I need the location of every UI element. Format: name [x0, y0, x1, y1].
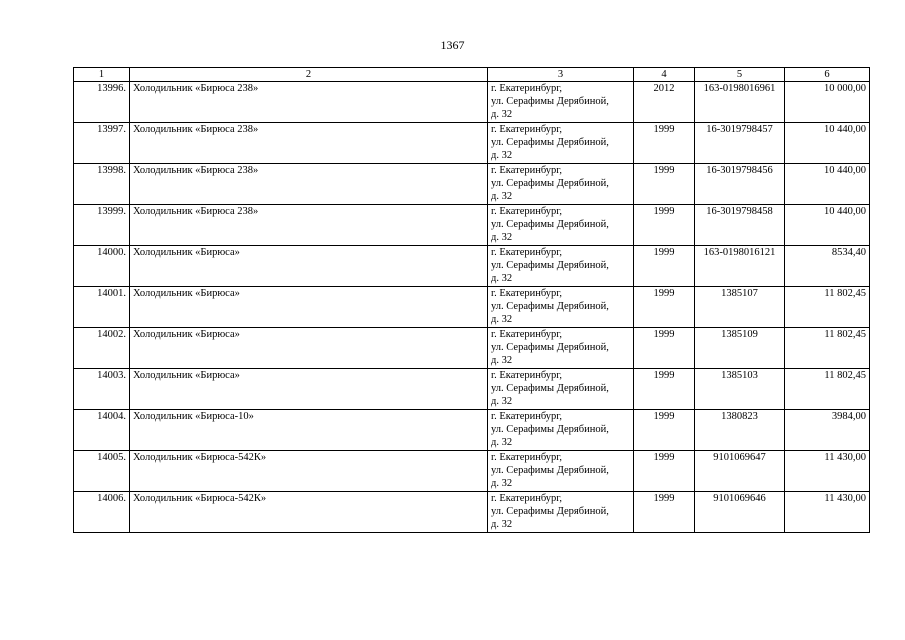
- address-line: ул. Серафимы Дерябиной,: [491, 137, 609, 148]
- row-number-cell: 13998.: [74, 164, 130, 205]
- table-row: [74, 246, 870, 287]
- row-number-cell: 13996.: [74, 82, 130, 123]
- cost-cell: 11 802,45: [785, 369, 870, 410]
- address-line: ул. Серафимы Дерябиной,: [491, 342, 609, 353]
- address-line: д. 32: [491, 355, 513, 366]
- cost-cell: 8534,40: [785, 246, 870, 287]
- row-number-cell: 14001.: [74, 287, 130, 328]
- address-line: д. 32: [491, 109, 513, 120]
- address-cell: [488, 451, 634, 492]
- table-row: [74, 82, 870, 123]
- item-name-cell: Холодильник «Бирюса 238»: [130, 82, 488, 123]
- address-line: г. Екатеринбург,: [491, 329, 563, 340]
- address-line: д. 32: [491, 314, 513, 325]
- address-line: д. 32: [491, 396, 513, 407]
- address-cell: [488, 246, 634, 287]
- column-header: 3: [488, 68, 634, 82]
- address-line: д. 32: [491, 191, 513, 202]
- item-name-cell: Холодильник «Бирюса»: [130, 287, 488, 328]
- table-row: [74, 287, 870, 328]
- address-line: г. Екатеринбург,: [491, 288, 563, 299]
- year-cell: 1999: [634, 410, 695, 451]
- address-line: ул. Серафимы Дерябиной,: [491, 260, 609, 271]
- year-cell: 1999: [634, 328, 695, 369]
- address-cell: [488, 123, 634, 164]
- address-line: г. Екатеринбург,: [491, 83, 563, 94]
- address-line: д. 32: [491, 478, 513, 489]
- address-line: ул. Серафимы Дерябиной,: [491, 383, 609, 394]
- address-cell: [488, 328, 634, 369]
- property-table: [73, 67, 870, 533]
- cost-cell: 10 440,00: [785, 123, 870, 164]
- column-header: 6: [785, 68, 870, 82]
- inventory-number-cell: 1380823: [695, 410, 785, 451]
- cost-cell: 3984,00: [785, 410, 870, 451]
- address-line: г. Екатеринбург,: [491, 493, 563, 504]
- year-cell: 1999: [634, 287, 695, 328]
- year-cell: 1999: [634, 123, 695, 164]
- row-number-cell: 13997.: [74, 123, 130, 164]
- address-line: д. 32: [491, 519, 513, 530]
- year-cell: 1999: [634, 205, 695, 246]
- inventory-number-cell: 1385107: [695, 287, 785, 328]
- item-name-cell: Холодильник «Бирюса 238»: [130, 205, 488, 246]
- item-name-cell: Холодильник «Бирюса 238»: [130, 164, 488, 205]
- table-row: [74, 205, 870, 246]
- column-header: 1: [74, 68, 130, 82]
- table-header: [74, 68, 870, 82]
- row-number-cell: 14006.: [74, 492, 130, 533]
- cost-cell: 10 000,00: [785, 82, 870, 123]
- table-row: [74, 492, 870, 533]
- item-name-cell: Холодильник «Бирюса 238»: [130, 123, 488, 164]
- cost-cell: 11 802,45: [785, 287, 870, 328]
- item-name-cell: Холодильник «Бирюса»: [130, 369, 488, 410]
- address-line: ул. Серафимы Дерябиной,: [491, 424, 609, 435]
- address-cell: [488, 205, 634, 246]
- row-number-cell: 13999.: [74, 205, 130, 246]
- address-line: ул. Серафимы Дерябиной,: [491, 465, 609, 476]
- row-number-cell: 14004.: [74, 410, 130, 451]
- row-number-cell: 14002.: [74, 328, 130, 369]
- address-line: д. 32: [491, 232, 513, 243]
- row-number-cell: 14005.: [74, 451, 130, 492]
- cost-cell: 11 430,00: [785, 451, 870, 492]
- address-cell: [488, 287, 634, 328]
- inventory-number-cell: 163-0198016961: [695, 82, 785, 123]
- item-name-cell: Холодильник «Бирюса»: [130, 328, 488, 369]
- year-cell: 1999: [634, 451, 695, 492]
- address-cell: [488, 410, 634, 451]
- item-name-cell: Холодильник «Бирюса-542К»: [130, 451, 488, 492]
- inventory-number-cell: 16-3019798457: [695, 123, 785, 164]
- inventory-number-cell: 1385103: [695, 369, 785, 410]
- address-line: ул. Серафимы Дерябиной,: [491, 301, 609, 312]
- address-line: г. Екатеринбург,: [491, 370, 563, 381]
- year-cell: 1999: [634, 369, 695, 410]
- address-line: д. 32: [491, 273, 513, 284]
- cost-cell: 10 440,00: [785, 164, 870, 205]
- address-line: г. Екатеринбург,: [491, 165, 563, 176]
- column-header: 4: [634, 68, 695, 82]
- table-row: [74, 451, 870, 492]
- table-row: [74, 410, 870, 451]
- address-line: г. Екатеринбург,: [491, 206, 563, 217]
- page-number: 1367: [440, 38, 465, 52]
- year-cell: 1999: [634, 246, 695, 287]
- address-cell: [488, 492, 634, 533]
- year-cell: 1999: [634, 492, 695, 533]
- inventory-number-cell: 1385109: [695, 328, 785, 369]
- header-row: [74, 68, 870, 82]
- address-line: г. Екатеринбург,: [491, 452, 563, 463]
- address-line: ул. Серафимы Дерябиной,: [491, 506, 609, 517]
- table-row: [74, 369, 870, 410]
- address-cell: [488, 369, 634, 410]
- address-line: ул. Серафимы Дерябиной,: [491, 96, 609, 107]
- cost-cell: 10 440,00: [785, 205, 870, 246]
- row-number-cell: 14003.: [74, 369, 130, 410]
- column-header: 2: [130, 68, 488, 82]
- address-cell: [488, 164, 634, 205]
- row-number-cell: 14000.: [74, 246, 130, 287]
- inventory-number-cell: 16-3019798456: [695, 164, 785, 205]
- table-row: [74, 123, 870, 164]
- address-line: ул. Серафимы Дерябиной,: [491, 219, 609, 230]
- address-line: г. Екатеринбург,: [491, 411, 563, 422]
- address-line: г. Екатеринбург,: [491, 124, 563, 135]
- cost-cell: 11 430,00: [785, 492, 870, 533]
- table-row: [74, 164, 870, 205]
- table-body: [74, 82, 870, 533]
- item-name-cell: Холодильник «Бирюса-542К»: [130, 492, 488, 533]
- item-name-cell: Холодильник «Бирюса-10»: [130, 410, 488, 451]
- address-line: д. 32: [491, 437, 513, 448]
- address-line: д. 32: [491, 150, 513, 161]
- item-name-cell: Холодильник «Бирюса»: [130, 246, 488, 287]
- year-cell: 1999: [634, 164, 695, 205]
- address-line: ул. Серафимы Дерябиной,: [491, 178, 609, 189]
- column-header: 5: [695, 68, 785, 82]
- address-line: г. Екатеринбург,: [491, 247, 563, 258]
- inventory-number-cell: 16-3019798458: [695, 205, 785, 246]
- inventory-number-cell: 163-0198016121: [695, 246, 785, 287]
- table-row: [74, 328, 870, 369]
- inventory-number-cell: 9101069646: [695, 492, 785, 533]
- inventory-number-cell: 9101069647: [695, 451, 785, 492]
- cost-cell: 11 802,45: [785, 328, 870, 369]
- address-cell: [488, 82, 634, 123]
- year-cell: 2012: [634, 82, 695, 123]
